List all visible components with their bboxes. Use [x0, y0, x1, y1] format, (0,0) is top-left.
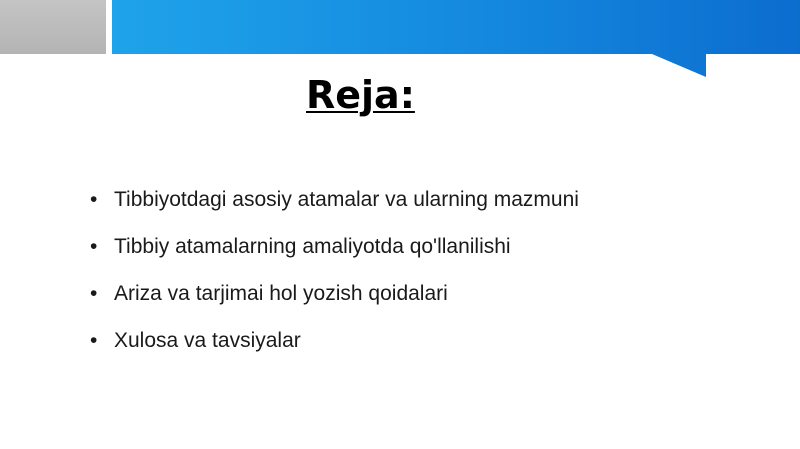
header-gray-block: [0, 0, 106, 54]
header-decoration: [0, 0, 800, 80]
slide-title: Reja:: [306, 73, 415, 117]
list-item-text: Tibbiyotdagi asosiy atamalar va ularning mazmuni: [114, 188, 579, 211]
bullet-icon: •: [90, 282, 98, 305]
header-blue-band: [112, 0, 800, 77]
list-item: [90, 278, 579, 325]
bullet-list: [90, 184, 579, 372]
list-item: [90, 231, 579, 278]
list-item: [90, 325, 579, 372]
list-item-text: Xulosa va tavsiyalar: [114, 329, 301, 352]
list-item-text: Tibbiy atamalarning amaliyotda qo'llanilishi: [114, 235, 511, 258]
list-item: [90, 184, 579, 231]
bullet-icon: •: [90, 329, 98, 352]
bullet-icon: •: [90, 188, 98, 211]
bullet-icon: •: [90, 235, 98, 258]
list-item-text: Ariza va tarjimai hol yozish qoidalari: [114, 282, 448, 305]
